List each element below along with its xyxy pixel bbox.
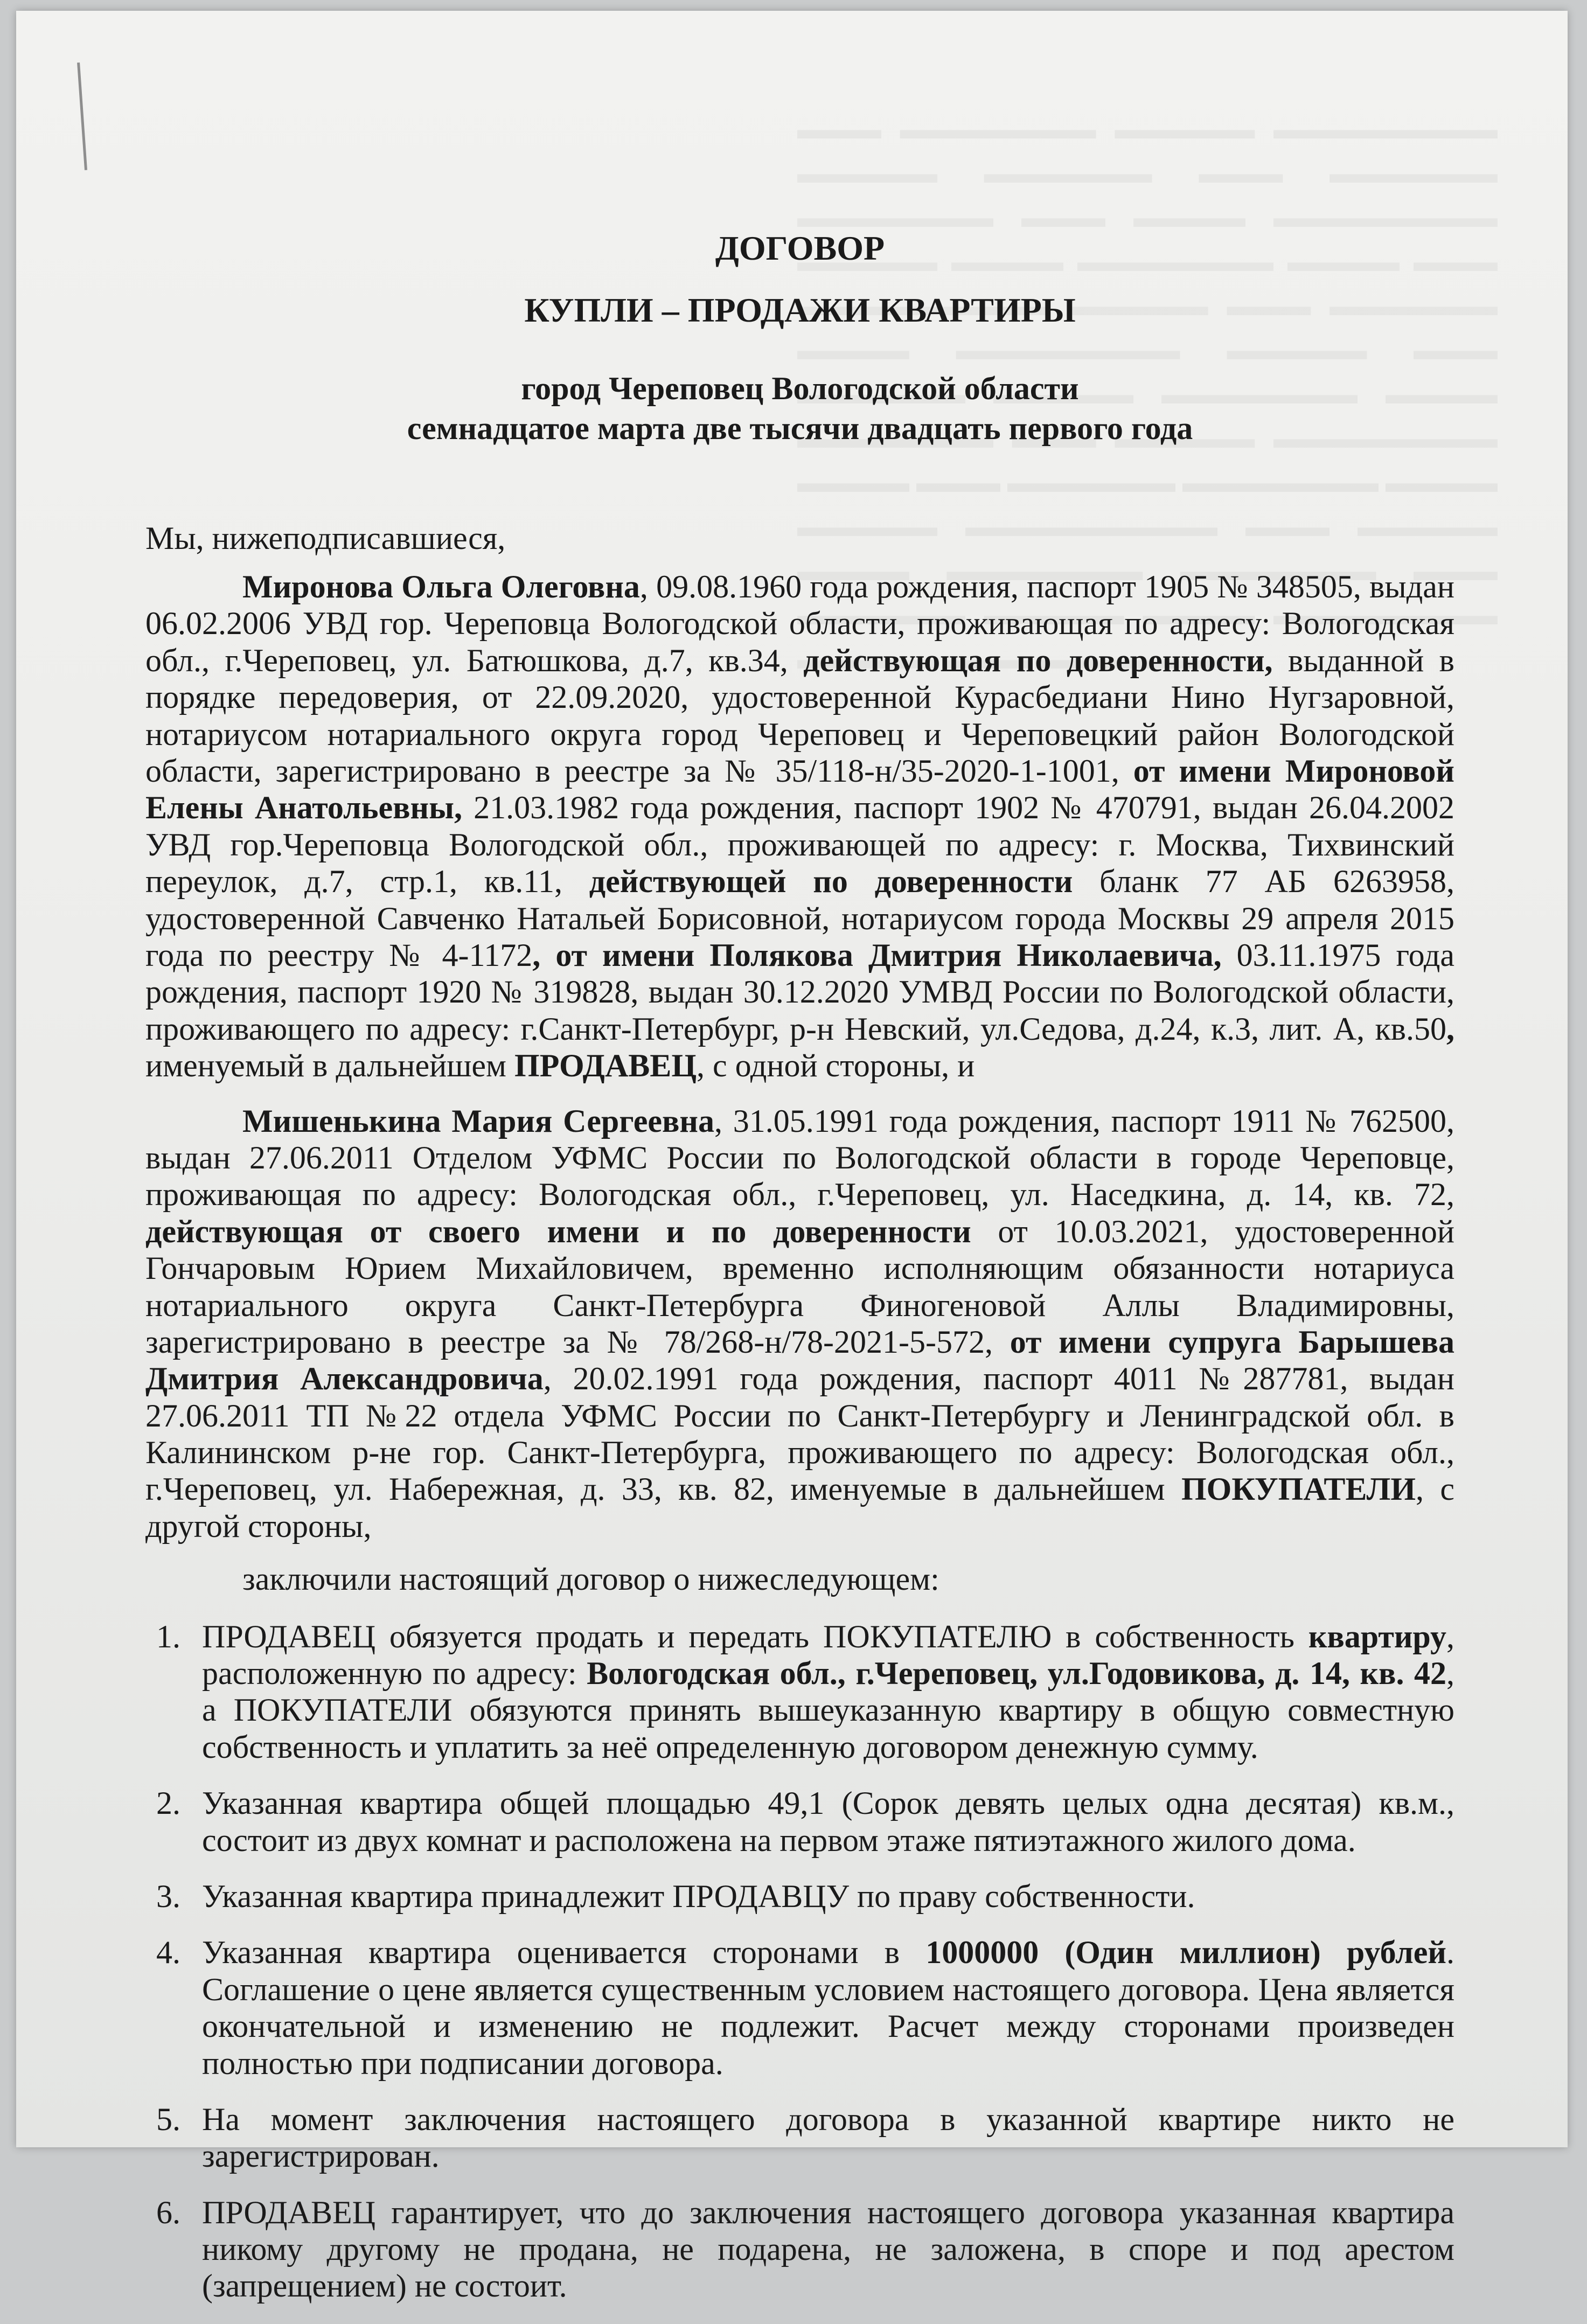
clause-text: На момент заключения настоящего договора в указанной квартире никто не зарегистрирован.	[202, 2101, 1454, 2174]
buyer-text-2: от 10.03.2021, удостоверенной Гончаровым Юрием Михайловичем, временно исполняющим обязанности нотариуса нотариального округа Санкт-Петербурга Финогеновой Аллы Владимировны, зарегистрировано в реестре за № 78/268-н/78-2021-5-572,	[145, 1213, 1454, 1360]
seller-bold-1: действующая по доверенности,	[803, 642, 1273, 678]
clause-1	[145, 1618, 1454, 1766]
seller-text-4: бланк 77 АБ 6263958, удостоверенной Савченко Натальей Борисовной, нотариусом города Москвы 29 апреля 2015 года по реестру № 4-1172	[145, 864, 1455, 973]
staple-mark	[77, 61, 101, 170]
document-date: семнадцатое марта две тысячи двадцать первого года	[407, 410, 1193, 447]
clause-number: 4.	[156, 1935, 180, 1971]
seller-text-2: выданной в порядке передоверия, от 22.09.2020, удостоверенной Курасбедиани Нино Нугзаровной, нотариусом нотариального округа город Череповец и Череповецкий район Вологодской области, зарегистрировано в реестре за № 35/118-н/35-2020-1-1001,	[145, 642, 1455, 789]
buyer-name: Мишенькина Мария Сергеевна	[242, 1103, 714, 1139]
clause-text: Указанная квартира оценивается сторонами в	[202, 1935, 926, 1971]
clause-number: 5.	[156, 2101, 180, 2137]
intro-line: Мы, нижеподписавшиеся,	[145, 520, 506, 556]
seller-bold-4: , от имени Полякова Дмитрия Николаевича,	[532, 937, 1222, 973]
seller-name: Миронова Ольга Олеговна	[242, 569, 640, 605]
buyer-bold-2: от имени супруга Барышева Дмитрия Александровича	[145, 1324, 1454, 1397]
seller-bold-2: от имени Мироновой Елены Анатольевны,	[145, 753, 1454, 826]
clause-4	[145, 1934, 1454, 2082]
clause-number: 6.	[156, 2194, 180, 2230]
clause-text: Указанная квартира принадлежит ПРОДАВЦУ по праву собственности.	[202, 1878, 1195, 1914]
clause-text: , расположенную по адресу:	[202, 1618, 1454, 1692]
buyer-bold-1: действующая от своего имени и по доверенности	[145, 1213, 971, 1249]
clause-number: 1.	[156, 1618, 180, 1654]
clause-bold: 1000000 (Один миллион) рублей	[925, 1935, 1446, 1971]
seller-text-7: , с одной стороны, и	[697, 1048, 975, 1084]
clause-3	[145, 1878, 1454, 1915]
buyer-paragraph	[145, 1103, 1454, 1545]
seller-text-6: именуемый в дальнейшем	[145, 1048, 515, 1084]
clause-text: Указанная квартира общей площадью 49,1 (Сорок девять целых одна десятая) кв.м., состоит из двух комнат и расположена на первом этаже пятиэтажного жилого дома.	[202, 1785, 1454, 1858]
agreement-line: заключили настоящий договор о нижеследующем:	[242, 1561, 939, 1597]
seller-bold-5: ,	[1446, 1011, 1454, 1047]
clause-bold: квартиру	[1308, 1618, 1446, 1654]
document-subtitle: КУПЛИ – ПРОДАЖИ КВАРТИРЫ	[524, 290, 1076, 329]
seller-text-3: 21.03.1982 года рождения, паспорт 1902 № 470791, выдан 26.04.2002 УВД гор.Череповца Вологодской обл., проживающей по адресу: г. Москва, Тихвинский переулок, д.7, стр.1, кв.11,	[145, 790, 1455, 900]
seller-paragraph	[145, 568, 1454, 1084]
document-body	[145, 229, 1454, 2324]
buyer-text-3: , 20.02.1991 года рождения, паспорт 4011 №287781, выдан 27.06.2011 ТП №22 отдела УФМС России по Санкт-Петербургу и Ленинградской обл. в Калининском р-не гор. Санкт-Петербурга, проживающего по адресу: Вологодская обл., г.Череповец, ул. Набережная, д. 33, кв. 82, именуемые в дальнейшем	[145, 1361, 1455, 1507]
clause-list	[145, 1618, 1454, 2305]
clause-bold: Вологодская обл., г.Череповец, ул.Годовикова, д. 14, кв. 42	[587, 1655, 1446, 1692]
clause-text: , а ПОКУПАТЕЛИ обязуются принять вышеуказанную квартиру в общую совместную собственность и уплатить за неё определенную договором денежную сумму.	[202, 1655, 1454, 1765]
seller-text-1: , 09.08.1960 года рождения, паспорт 1905 № 348505, выдан 06.02.2006 УВД гор. Череповца Вологодской области, проживающая по адресу: Вологодская обл., г.Череповец, ул. Батюшкова, д.7, кв.34,	[145, 569, 1454, 678]
clause-number: 3.	[156, 1878, 180, 1914]
clause-6	[145, 2194, 1454, 2305]
buyer-role: ПОКУПАТЕЛИ	[1181, 1471, 1416, 1507]
seller-role: ПРОДАВЕЦ	[514, 1048, 697, 1084]
document-page	[16, 11, 1568, 2304]
clause-2	[145, 1785, 1454, 1859]
clause-5	[145, 2101, 1454, 2175]
buyer-text-4: , с другой стороны,	[145, 1471, 1454, 1544]
seller-bold-3: действующей по доверенности	[589, 864, 1073, 900]
document-title: ДОГОВОР	[715, 229, 885, 267]
buyer-text-1: , 31.05.1991 года рождения, паспорт 1911 № 762500, выдан 27.06.2011 Отделом УФМС России по Вологодской области в городе Череповце, проживающая по адресу: Вологодская обл., г.Череповец, ул. Наседкина, д. 14, кв. 72,	[145, 1103, 1455, 1213]
clause-text: . Соглашение о цене является существенным условием настоящего договора. Цена является окончательной и изменению не подлежит. Расчет между сторонами произведен полностью при подписании договора.	[202, 1935, 1454, 2081]
seller-text-5: 03.11.1975 года рождения, паспорт 1920 № 319828, выдан 30.12.2020 УМВД России по Вологодской области, проживающего по адресу: г.Санкт-Петербург, р-н Невский, ул.Седова, д.24, к.3, лит. А, кв.50	[145, 937, 1454, 1047]
clause-text: ПРОДАВЕЦ обязуется продать и передать ПОКУПАТЕЛЮ в собственность	[202, 1618, 1308, 1654]
clause-number: 2.	[156, 1785, 180, 1821]
clause-text: ПРОДАВЕЦ гарантирует, что до заключения настоящего договора указанная квартира никому другому не продана, не подарена, не заложена, в споре и под арестом (запрещением) не состоит.	[202, 2194, 1454, 2304]
document-city: город Череповец Вологодской области	[521, 370, 1079, 406]
